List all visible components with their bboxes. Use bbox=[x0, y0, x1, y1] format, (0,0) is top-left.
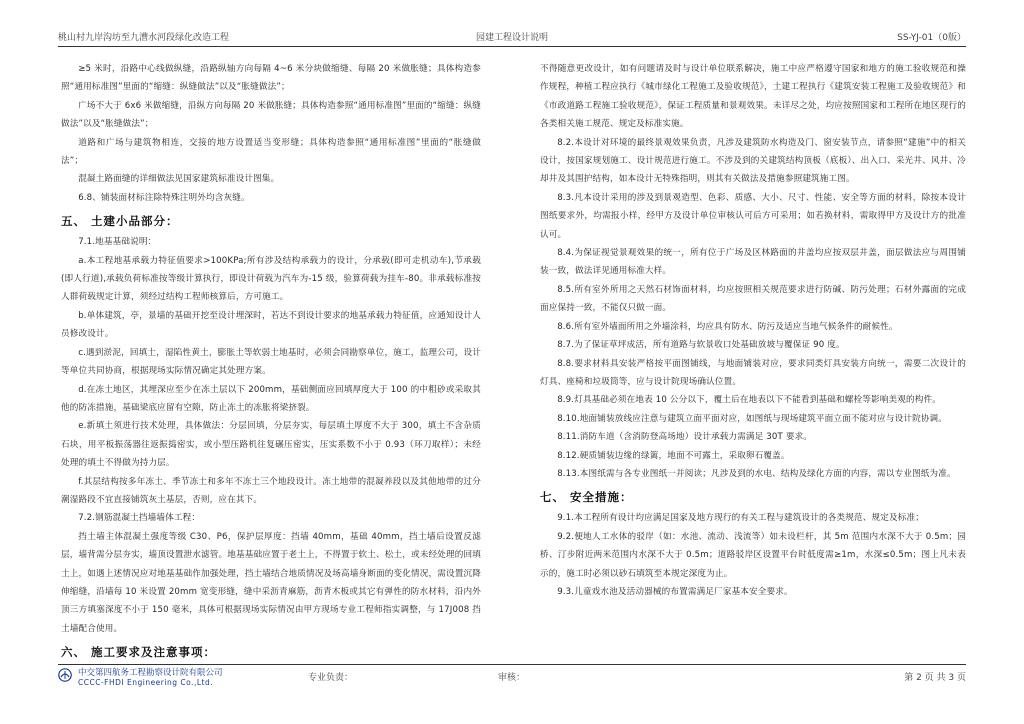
paragraph: 8.10.地面铺装放线应注意与建筑立面平面对应，如图纸与现场建筑平面立面不能对应与设计院协调。 bbox=[557, 413, 948, 424]
paragraph: 8.3.凡本设计采用的涉及到景观造型、色彩、质感、大小、尺寸、性能、安全等方面的材料，除按本设计图纸要求外，均需报小样，经甲方及设计单位审核认可后方可采用；如若换材料，需取得甲方及设计方的批准认可。 bbox=[540, 192, 966, 240]
paragraph: f.其层结构按多年冻土、季节冻土和多年不冻土三个地段设计。冻土地带的混凝养段以及其他地带的过分潮湿路段不宜直接铺筑灰土基层，否则，应在其下。 bbox=[61, 476, 481, 505]
company-name bbox=[78, 668, 223, 688]
project-name: 桃山村九岸沟坊至九漕水河段绿化改造工程 bbox=[58, 33, 230, 43]
company-name-cn: 中交第四航务工程勘察设计院有限公司 bbox=[78, 668, 223, 678]
footer-rule bbox=[58, 664, 966, 665]
paragraph: 8.5.所有室外所用之天然石材饰面材料，均应按照相关规范要求进行防碱、防污处理；石材外露面的完成面应保持一致，不能仅只做一面。 bbox=[540, 284, 966, 314]
paragraph: 9.1.本工程所有设计均应满足国家及地方现行的有关工程与建筑设计的各类规范、规定及标准； bbox=[557, 513, 924, 524]
page-number: 第 2 页 共 3 页 bbox=[904, 673, 966, 683]
paragraph: 9.2.便地人工水体的驳岸（如：水池、流动、浅流等）如未设栏杆，其 5m 范围内水深不大于 0.5m；园桥、汀步附近两米范围内水深不大于 0.5m；道路驳岸区设置平台时低度需≥1m，水深≤0.5m；图上凡未表示的，施工时必须以砂石填筑至本规定深度为止。 bbox=[540, 531, 966, 579]
page-footer bbox=[58, 668, 966, 692]
paragraph: d.在冻土地区，其埋深应至少在冻土层以下 200mm，基础侧面应回填厚度大于 100 的中粗砂或采取其他的防冻措施，基础梁底应留有空隙，防止冻土的冻胀将梁挤裂。 bbox=[61, 384, 481, 413]
paragraph: 8.12.硬质铺装边缘的绿篱，地面不可露土，采取卵石覆盖。 bbox=[557, 450, 790, 461]
paragraph: 8.9.灯具基础必须在地表 10 公分以下，覆土后在地表以下不能看到基础和螺栓等影响美观的构件。 bbox=[557, 395, 941, 406]
document-code: SS-YJ-01（0版） bbox=[897, 33, 966, 43]
paragraph: 挡土墙主体混凝土强度等级 C30、P6，保护层厚度：挡墙 40mm，基础 40mm，挡土墙后设置反滤层，墙背需分层夯实，墙顶设置泄水滤管。地基基础应置于老土上，不得置于软土、松土，或未经处理的回填土上，如遇上述情况应对地基基础作加强处理，挡土墙结合地质情况及场高墙身断面的变化情况，需设置沉降伸缩缝，沿墙每 10 米设置 20mm 宽变形缝，缝中采沥青麻筋，沥青木板或其它有弹性的防水材料，沿内外顶三方填塞深度不小于 150 毫米，具体可根据现场实际情况由甲方现场专业工程师指实调整，与 17J008 挡土墙配合使用。 bbox=[61, 531, 481, 634]
paragraph: c.遇到淤泥，回填土，湿陷性黄土，膨胀土等软弱土地基时，必须会同勘察单位，施工，监理公司，设计等单位共同协商，根据现场实际情况确定其处理方案。 bbox=[61, 347, 481, 377]
paragraph: a.本工程地基承载力特征值要求>100KPa;所有涉及结构承载力的设计，分承载(即可走机动车),节承载(即人行道),承载负荷标准按等级计算执行，即设计荷载为汽车为-15 级，验算荷载为挂车-80。非承载标准按人群荷载规定计算，须经过结构工程师核算后，方可施工。 bbox=[61, 255, 481, 303]
paragraph: 8.13.本图纸需与各专业图纸一并阅读；凡涉及到的水电、结构及绿化方面的内容，需以专业图纸为准。 bbox=[557, 468, 956, 479]
checker-label: 审核： bbox=[498, 673, 526, 683]
paragraph: e.新填土须进行技术处理，具体做法：分层回填，分层夯实，每层填土厚度不大于 300，填土不含杂质石块，用平板振荡器往返振捣密实，或小型压路机往复碾压密实，压实系数不小于 0.93（环刀取样）；未经处理的填土不得做为持力层。 bbox=[61, 421, 481, 469]
header-rule bbox=[58, 46, 966, 47]
paragraph: 8.7.为了保证草坪成活，所有道路与软景收口处基础放坡与覆保证 90 度。 bbox=[557, 340, 845, 351]
right-column bbox=[540, 60, 966, 660]
section-7-heading: 七、 安全措施： bbox=[540, 490, 633, 505]
responsible-label: 专业负责： bbox=[308, 673, 354, 683]
paragraph: 7.1.地基基础说明： bbox=[78, 237, 157, 248]
paragraph: 混凝土路面缝的详细做法见国家建筑标准设计图集。 bbox=[78, 174, 280, 185]
left-column bbox=[61, 60, 481, 660]
section-6-heading: 六、 施工要求及注意事项： bbox=[61, 645, 217, 660]
paragraph: 8.11.消防车道（含消防登高场地）设计承载力需满足 30T 要求。 bbox=[557, 432, 813, 443]
paragraph: 8.4.为保证视觉景观效果的统一，所有位于广场及区林路面的井盖均应按双层井盖，面层做法应与周围铺装一致，做法详见通用标准大样。 bbox=[540, 248, 966, 277]
paragraph: 7.2.钢筋混凝土挡墙墙体工程： bbox=[78, 513, 201, 524]
paragraph: b.单体建筑，亭，景墙的基础开挖至设计埋深时，若达不到设计要求的地基承载力特征值，应通知设计人员修改设计。 bbox=[61, 310, 481, 340]
paragraph: 8.2.本设计对环境的最终景观效果负责，凡涉及建筑防水构造及门、窗安装节点，请参照“建施”中的相关设计，按国家规划施工、设计规范进行施工。不涉及到的关建筑结构顶板（底板）、出入口、采光井、风井、冷却井及其围护结构，如本设计无特殊指明，则其有关做法及措施参照建筑施工图。 bbox=[540, 137, 966, 185]
paragraph: 广场不大于 6x6 米做缩缝，沿纵方向每隔 20 米做胀缝；具体构造参照“通用标准图”里面的“缩缝：纵缝做法”以及“胀缝做法”； bbox=[61, 100, 481, 130]
paragraph: 8.6.所有室外墙面所用之外墙涂料，均应具有防水、防污及适应当地气候条件的耐候性。 bbox=[557, 321, 898, 332]
document-title: 园建工程设计说明 bbox=[475, 33, 548, 43]
company-logo-icon bbox=[58, 668, 72, 682]
paragraph: ≥5 米时，沿路中心线做纵缝，沿路纵轴方向每隔 4~6 米分块做缩缝、每隔 20 米做胀缝；具体构造参照“通用标准图”里面的“缩缝：纵缝做法”以及“胀缝做法”； bbox=[61, 64, 481, 93]
paragraph: 不得随意更改设计，如有问题请及时与设计单位联系解决，施工中应严格遵守国家和地方的施工验收规范和操作规程，种植工程应执行《城市绿化工程施工及验收规范》，土建工程执行《建筑安装工程施工及验收规范》和《市政道路工程施工验收规范》，保证工程质量和景观效果。未详尽之处，均应按照国家和工程所在地区现行的各类相关施工规范、规定及标准实施。 bbox=[540, 64, 966, 130]
page-header bbox=[58, 30, 966, 44]
paragraph: 9.3.儿童戏水池及活动器械的布置需满足厂家基本安全要求。 bbox=[557, 586, 793, 597]
paragraph: 道路和广场与建筑物相连，交接的地方设置适当变形缝；具体构造参照“通用标准图”里面的“胀缝做法”； bbox=[61, 137, 481, 167]
paragraph: 8.8.要求材料具安装严格按平面图铺线，与地面铺装对应，要求同类灯具安装方向统一，需要二次设计的灯具、座椅和垃圾筒等，应与设计院现场确认位置。 bbox=[540, 358, 966, 387]
company-name-en: CCCC-FHDI Engineering Co.,Ltd. bbox=[78, 678, 214, 687]
section-5-heading: 五、 土建小品部分： bbox=[61, 214, 179, 229]
paragraph: 6.8、铺装面材标注除特殊注明外均含灰缝。 bbox=[78, 192, 250, 203]
